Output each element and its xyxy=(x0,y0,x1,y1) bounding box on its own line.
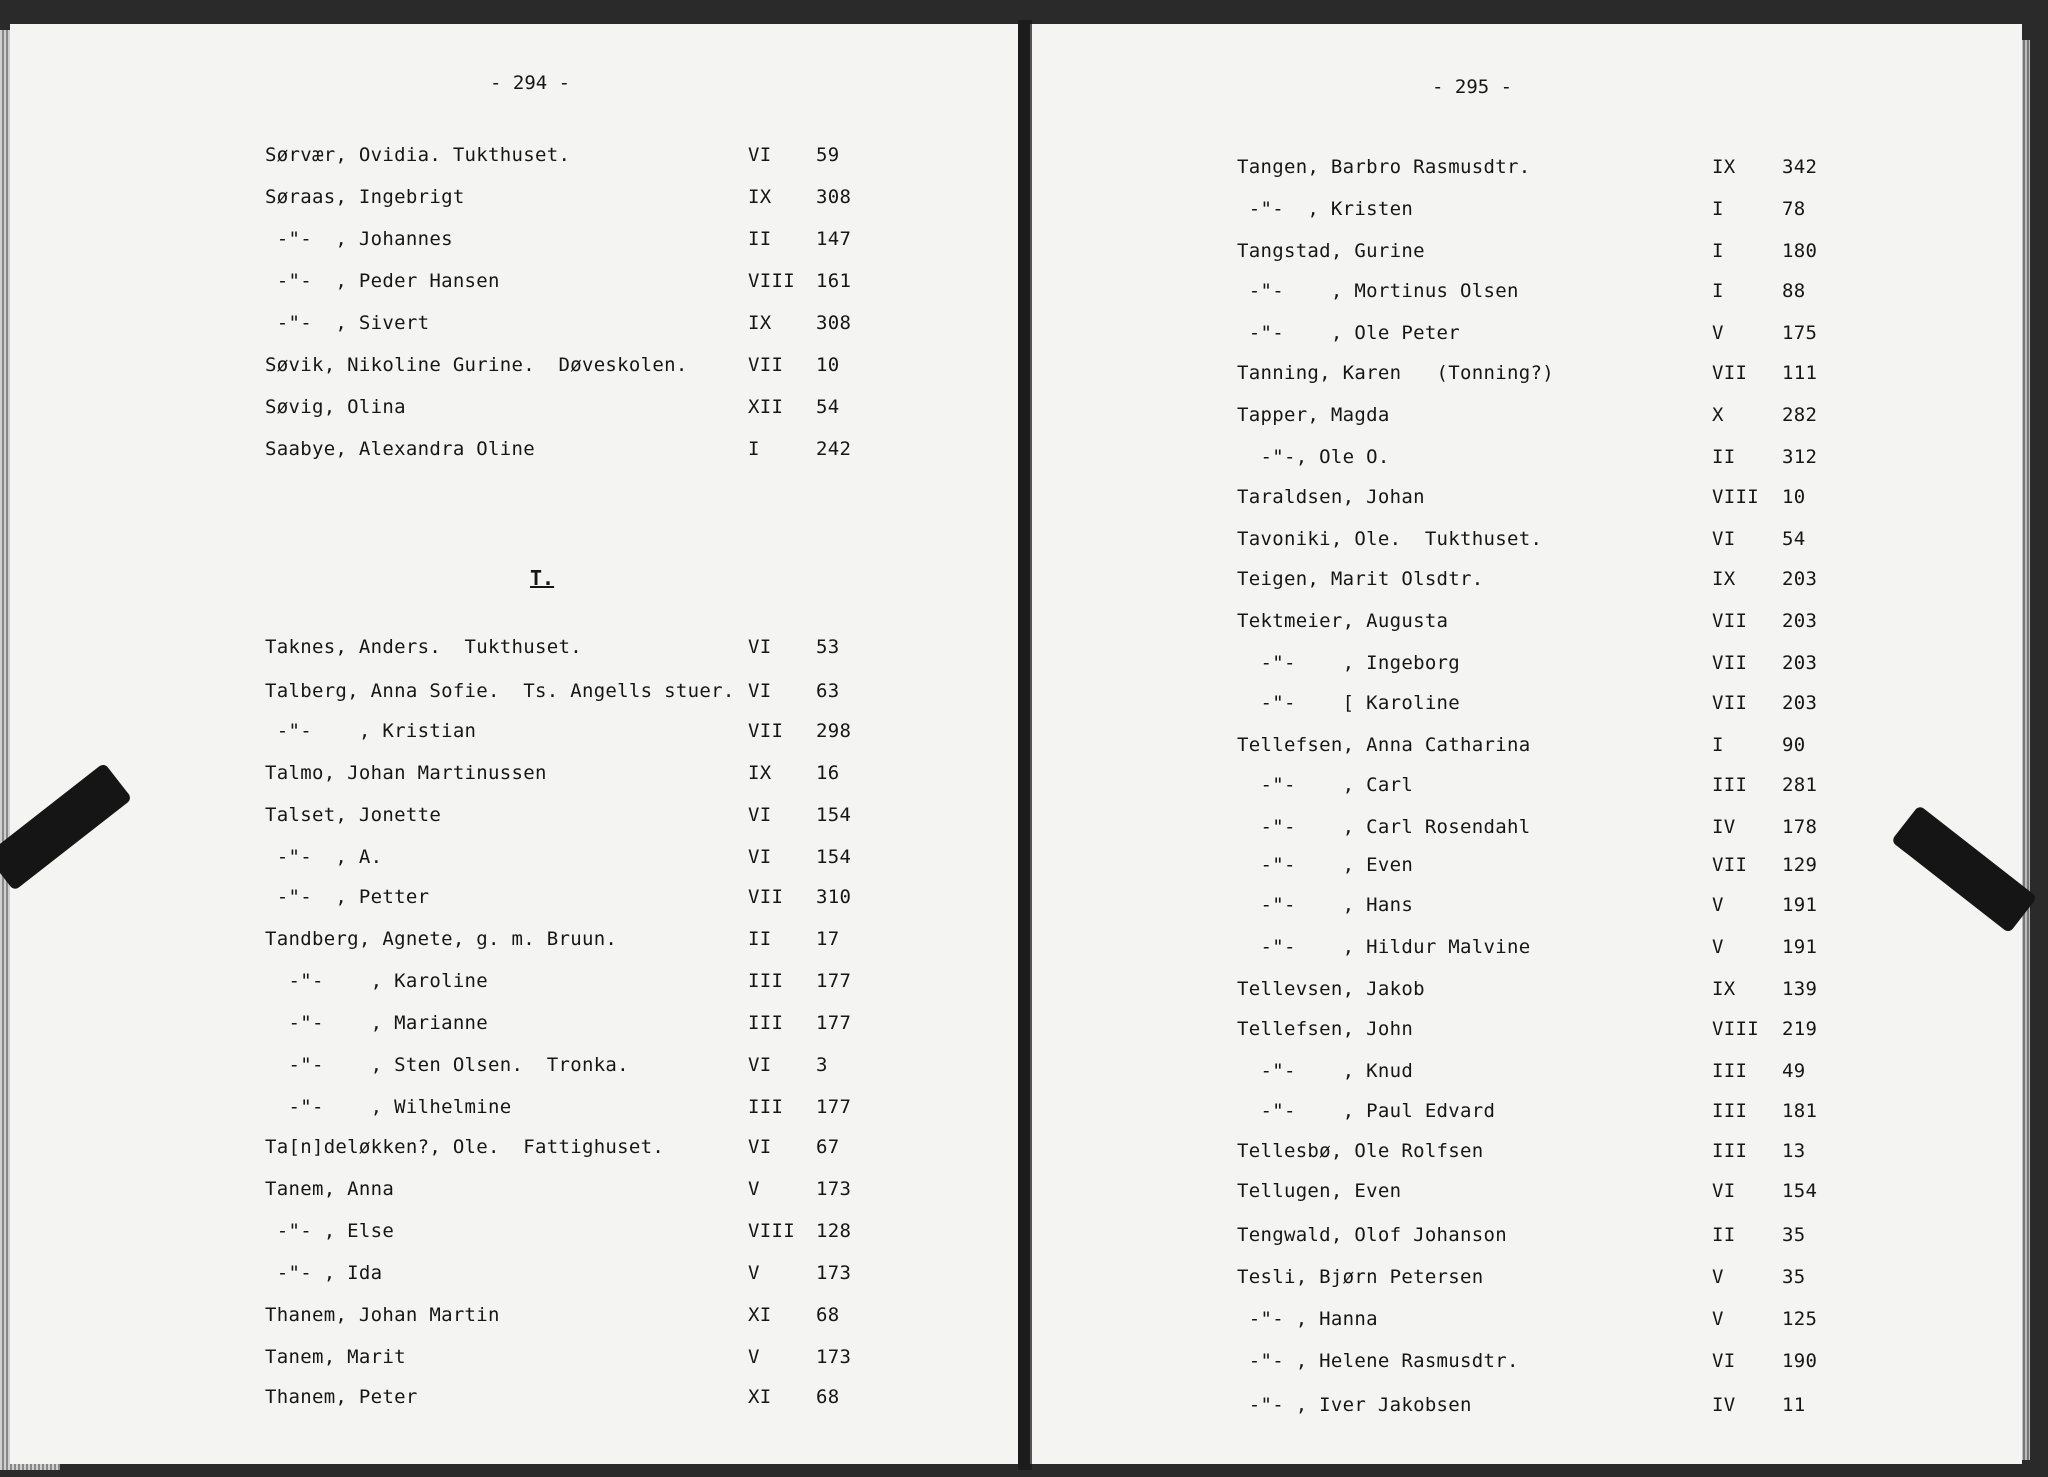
index-entry xyxy=(10,396,1020,430)
entry-volume: IX xyxy=(748,186,772,208)
entry-volume: III xyxy=(1712,1140,1748,1162)
entry-volume: III xyxy=(748,1012,784,1034)
entry-volume: II xyxy=(748,228,772,250)
entry-page: 178 xyxy=(1782,816,1818,838)
index-entry xyxy=(10,804,1020,838)
entry-name: -"- , Ida xyxy=(265,1262,383,1284)
entry-page: 68 xyxy=(816,1304,840,1326)
entry-name: Tanning, Karen (Tonning?) xyxy=(1237,362,1554,384)
entry-name: Tektmeier, Augusta xyxy=(1237,610,1449,632)
index-entry xyxy=(10,1220,1020,1254)
entry-page: 111 xyxy=(1782,362,1818,384)
entry-volume: III xyxy=(1712,774,1748,796)
entry-volume: III xyxy=(748,970,784,992)
entry-name: Ta[n]deløkken?, Ole. Fattighuset. xyxy=(265,1136,665,1158)
entry-name: Søvik, Nikoline Gurine. Døveskolen. xyxy=(265,354,688,376)
entry-volume: IX xyxy=(748,312,772,334)
index-entry xyxy=(1032,1140,2022,1174)
index-entry xyxy=(10,928,1020,962)
entry-volume: VI xyxy=(748,1136,772,1158)
entry-page: 190 xyxy=(1782,1350,1818,1372)
entry-page: 90 xyxy=(1782,734,1806,756)
entry-page: 13 xyxy=(1782,1140,1806,1162)
entry-page: 308 xyxy=(816,312,852,334)
index-entry xyxy=(10,886,1020,920)
entry-name: -"- [ Karoline xyxy=(1237,692,1461,714)
entry-name: -"- , Carl xyxy=(1237,774,1414,796)
index-entry xyxy=(10,312,1020,346)
index-entry xyxy=(1032,198,2022,232)
entry-name: Tesli, Bjørn Petersen xyxy=(1237,1266,1484,1288)
entry-page: 78 xyxy=(1782,198,1806,220)
entry-page: 139 xyxy=(1782,978,1818,1000)
entry-name: -"- , Wilhelmine xyxy=(265,1096,512,1118)
entry-name: Søraas, Ingebrigt xyxy=(265,186,465,208)
entry-page: 312 xyxy=(1782,446,1818,468)
entry-name: -"- , Petter xyxy=(265,886,430,908)
index-entry xyxy=(10,144,1020,178)
entry-name: -"-, Ole O. xyxy=(1237,446,1390,468)
entry-name: Tellefsen, John xyxy=(1237,1018,1414,1040)
entry-page: 53 xyxy=(816,636,840,658)
entry-volume: IX xyxy=(1712,978,1736,1000)
entry-volume: VII xyxy=(748,886,784,908)
index-entry xyxy=(10,1054,1020,1088)
entry-page: 10 xyxy=(1782,486,1806,508)
entry-name: -"- , Marianne xyxy=(265,1012,489,1034)
entry-volume: VII xyxy=(1712,692,1748,714)
entry-name: -"- , Hans xyxy=(1237,894,1414,916)
entry-name: -"- , Karoline xyxy=(265,970,489,992)
entry-page: 175 xyxy=(1782,322,1818,344)
entry-name: Talset, Jonette xyxy=(265,804,442,826)
entry-name: Tanem, Marit xyxy=(265,1346,406,1368)
index-entry xyxy=(1032,568,2022,602)
entry-page: 342 xyxy=(1782,156,1818,178)
entry-volume: VIII xyxy=(748,1220,795,1242)
entry-page: 49 xyxy=(1782,1060,1806,1082)
entry-name: -"- , Knud xyxy=(1237,1060,1414,1082)
entry-volume: VI xyxy=(1712,1350,1736,1372)
entry-volume: VI xyxy=(748,680,772,702)
index-entry xyxy=(1032,816,2022,850)
entry-volume: II xyxy=(1712,446,1736,468)
index-entry xyxy=(1032,1266,2022,1300)
entry-page: 11 xyxy=(1782,1394,1806,1416)
entry-volume: IV xyxy=(1712,816,1736,838)
entry-volume: XI xyxy=(748,1386,772,1408)
entry-page: 219 xyxy=(1782,1018,1818,1040)
index-entry xyxy=(10,186,1020,220)
index-entry xyxy=(1032,734,2022,768)
entry-page: 154 xyxy=(816,846,852,868)
entry-page: 191 xyxy=(1782,936,1818,958)
index-entry xyxy=(1032,240,2022,274)
entry-name: Thanem, Peter xyxy=(265,1386,418,1408)
index-entry xyxy=(1032,322,2022,356)
entry-page: 191 xyxy=(1782,894,1818,916)
index-entry xyxy=(10,1096,1020,1130)
entry-volume: VII xyxy=(1712,854,1748,876)
entry-page: 180 xyxy=(1782,240,1818,262)
entry-name: Tapper, Magda xyxy=(1237,404,1390,426)
index-entry xyxy=(10,270,1020,304)
entry-volume: V xyxy=(748,1346,760,1368)
entry-name: Taknes, Anders. Tukthuset. xyxy=(265,636,582,658)
entry-name: -"- , Else xyxy=(265,1220,395,1242)
entry-page: 310 xyxy=(816,886,852,908)
entry-name: Tengwald, Olof Johanson xyxy=(1237,1224,1507,1246)
index-entry xyxy=(1032,1018,2022,1052)
index-entry xyxy=(1032,692,2022,726)
entry-name: -"- , Hildur Malvine xyxy=(1237,936,1531,958)
entry-name: -"- , Even xyxy=(1237,854,1414,876)
entry-name: -"- , Sivert xyxy=(265,312,430,334)
entry-volume: VI xyxy=(748,144,772,166)
entry-volume: VI xyxy=(748,1054,772,1076)
entry-volume: VIII xyxy=(1712,1018,1759,1040)
entry-name: Tellefsen, Anna Catharina xyxy=(1237,734,1531,756)
entry-page: 125 xyxy=(1782,1308,1818,1330)
page-number-left: - 294 - xyxy=(490,72,571,94)
index-entry xyxy=(1032,1060,2022,1094)
left-page xyxy=(10,24,1022,1464)
entry-page: 128 xyxy=(816,1220,852,1242)
entry-volume: V xyxy=(1712,894,1724,916)
index-entry xyxy=(1032,446,2022,480)
entry-page: 177 xyxy=(816,970,852,992)
entry-page: 177 xyxy=(816,1012,852,1034)
entry-name: -"- , Peder Hansen xyxy=(265,270,500,292)
entry-name: Tellevsen, Jakob xyxy=(1237,978,1425,1000)
entry-volume: X xyxy=(1712,404,1724,426)
entry-name: Tangstad, Gurine xyxy=(1237,240,1425,262)
entry-name: Tavoniki, Ole. Tukthuset. xyxy=(1237,528,1543,550)
index-entry xyxy=(10,970,1020,1004)
entry-page: 3 xyxy=(816,1054,828,1076)
entry-volume: V xyxy=(748,1178,760,1200)
entry-volume: VII xyxy=(748,354,784,376)
entry-page: 147 xyxy=(816,228,852,250)
index-entry xyxy=(1032,528,2022,562)
entry-page: 68 xyxy=(816,1386,840,1408)
entry-page: 173 xyxy=(816,1262,852,1284)
entry-volume: XI xyxy=(748,1304,772,1326)
index-entry xyxy=(1032,936,2022,970)
entry-name: Tellesbø, Ole Rolfsen xyxy=(1237,1140,1484,1162)
entry-volume: III xyxy=(1712,1100,1748,1122)
entry-page: 298 xyxy=(816,720,852,742)
index-entry xyxy=(1032,854,2022,888)
entry-page: 203 xyxy=(1782,692,1818,714)
entry-name: -"- , Mortinus Olsen xyxy=(1237,280,1519,302)
index-entry xyxy=(10,846,1020,880)
entry-volume: II xyxy=(748,928,772,950)
entry-volume: I xyxy=(1712,240,1724,262)
entry-volume: VII xyxy=(1712,652,1748,674)
index-entry xyxy=(1032,404,2022,438)
entry-volume: V xyxy=(1712,322,1724,344)
entry-page: 54 xyxy=(1782,528,1806,550)
entry-page: 282 xyxy=(1782,404,1818,426)
entry-volume: IV xyxy=(1712,1394,1736,1416)
index-entry xyxy=(10,1346,1020,1380)
entry-name: -"- , Helene Rasmusdtr. xyxy=(1237,1350,1519,1372)
index-entry xyxy=(10,636,1020,670)
entry-name: Talmo, Johan Martinussen xyxy=(265,762,547,784)
entry-name: Søvig, Olina xyxy=(265,396,406,418)
entry-page: 63 xyxy=(816,680,840,702)
entry-page: 177 xyxy=(816,1096,852,1118)
entry-volume: VIII xyxy=(748,270,795,292)
entry-page: 173 xyxy=(816,1178,852,1200)
entry-name: Saabye, Alexandra Oline xyxy=(265,438,535,460)
entry-page: 35 xyxy=(1782,1266,1806,1288)
entry-page: 10 xyxy=(816,354,840,376)
right-page xyxy=(1030,24,2022,1464)
entry-page: 17 xyxy=(816,928,840,950)
entry-name: -"- , Paul Edvard xyxy=(1237,1100,1496,1122)
entry-volume: VI xyxy=(748,846,772,868)
entry-name: Tandberg, Agnete, g. m. Bruun. xyxy=(265,928,618,950)
entry-page: 154 xyxy=(1782,1180,1818,1202)
entry-volume: V xyxy=(1712,1308,1724,1330)
index-entry xyxy=(1032,1100,2022,1134)
entry-page: 54 xyxy=(816,396,840,418)
entry-volume: VIII xyxy=(1712,486,1759,508)
entry-page: 242 xyxy=(816,438,852,460)
index-entry xyxy=(1032,1394,2022,1428)
entry-name: -"- , Ole Peter xyxy=(1237,322,1461,344)
entry-volume: VII xyxy=(1712,362,1748,384)
index-entry xyxy=(10,1012,1020,1046)
entry-volume: VI xyxy=(1712,1180,1736,1202)
entry-volume: V xyxy=(748,1262,760,1284)
index-entry xyxy=(10,1136,1020,1170)
entry-name: Tangen, Barbro Rasmusdtr. xyxy=(1237,156,1531,178)
index-entry xyxy=(1032,156,2022,190)
index-entry xyxy=(10,762,1020,796)
entry-volume: XII xyxy=(748,396,784,418)
entry-page: 203 xyxy=(1782,568,1818,590)
entry-page: 67 xyxy=(816,1136,840,1158)
entry-name: Taraldsen, Johan xyxy=(1237,486,1425,508)
entry-volume: IX xyxy=(748,762,772,784)
entry-page: 203 xyxy=(1782,610,1818,632)
index-entry xyxy=(10,720,1020,754)
index-entry xyxy=(1032,362,2022,396)
entry-volume: I xyxy=(748,438,760,460)
entry-volume: I xyxy=(1712,734,1724,756)
entry-volume: I xyxy=(1712,198,1724,220)
index-entry xyxy=(1032,978,2022,1012)
entry-page: 281 xyxy=(1782,774,1818,796)
entry-name: Sørvær, Ovidia. Tukthuset. xyxy=(265,144,571,166)
entry-page: 181 xyxy=(1782,1100,1818,1122)
entry-volume: I xyxy=(1712,280,1724,302)
entry-volume: VI xyxy=(748,636,772,658)
entry-volume: IX xyxy=(1712,568,1736,590)
entry-name: -"- , Carl Rosendahl xyxy=(1237,816,1531,838)
entry-page: 161 xyxy=(816,270,852,292)
index-entry xyxy=(1032,1308,2022,1342)
entry-name: Talberg, Anna Sofie. Ts. Angells stuer. xyxy=(265,680,735,702)
entry-volume: VII xyxy=(748,720,784,742)
entry-page: 16 xyxy=(816,762,840,784)
entry-name: -"- , Ingeborg xyxy=(1237,652,1461,674)
entry-volume: VI xyxy=(748,804,772,826)
entry-volume: III xyxy=(748,1096,784,1118)
entry-page: 88 xyxy=(1782,280,1806,302)
entry-volume: V xyxy=(1712,936,1724,958)
index-entry xyxy=(1032,652,2022,686)
index-entry xyxy=(10,1262,1020,1296)
entry-volume: III xyxy=(1712,1060,1748,1082)
entry-name: -"- , Iver Jakobsen xyxy=(1237,1394,1472,1416)
index-entry xyxy=(10,354,1020,388)
entry-name: -"- , Kristen xyxy=(1237,198,1414,220)
entry-volume: V xyxy=(1712,1266,1724,1288)
index-entry xyxy=(1032,610,2022,644)
entry-page: 154 xyxy=(816,804,852,826)
entry-name: -"- , Johannes xyxy=(265,228,453,250)
entry-name: -"- , A. xyxy=(265,846,383,868)
entry-page: 59 xyxy=(816,144,840,166)
entry-name: Tanem, Anna xyxy=(265,1178,395,1200)
index-entry xyxy=(10,680,1020,714)
entry-name: -"- , Kristian xyxy=(265,720,477,742)
entry-volume: VI xyxy=(1712,528,1736,550)
entry-name: Teigen, Marit Olsdtr. xyxy=(1237,568,1484,590)
entry-page: 129 xyxy=(1782,854,1818,876)
entry-page: 35 xyxy=(1782,1224,1806,1246)
index-entry xyxy=(10,1304,1020,1338)
index-entry xyxy=(1032,486,2022,520)
index-entry xyxy=(10,1386,1020,1420)
index-entry xyxy=(1032,280,2022,314)
entry-page: 203 xyxy=(1782,652,1818,674)
entry-name: Thanem, Johan Martin xyxy=(265,1304,500,1326)
index-entry xyxy=(1032,1350,2022,1384)
entry-name: -"- , Hanna xyxy=(1237,1308,1378,1330)
index-entry xyxy=(10,228,1020,262)
entry-volume: IX xyxy=(1712,156,1736,178)
section-letter-t: T. xyxy=(530,566,555,590)
index-entry xyxy=(1032,894,2022,928)
entry-page: 173 xyxy=(816,1346,852,1368)
entry-volume: II xyxy=(1712,1224,1736,1246)
index-entry xyxy=(1032,1180,2022,1214)
index-entry xyxy=(10,438,1020,472)
index-entry xyxy=(10,1178,1020,1212)
entry-name: -"- , Sten Olsen. Tronka. xyxy=(265,1054,629,1076)
entry-volume: VII xyxy=(1712,610,1748,632)
index-entry xyxy=(1032,1224,2022,1258)
page-number-right: - 295 - xyxy=(1432,76,1513,98)
index-entry xyxy=(1032,774,2022,808)
entry-page: 308 xyxy=(816,186,852,208)
entry-name: Tellugen, Even xyxy=(1237,1180,1402,1202)
